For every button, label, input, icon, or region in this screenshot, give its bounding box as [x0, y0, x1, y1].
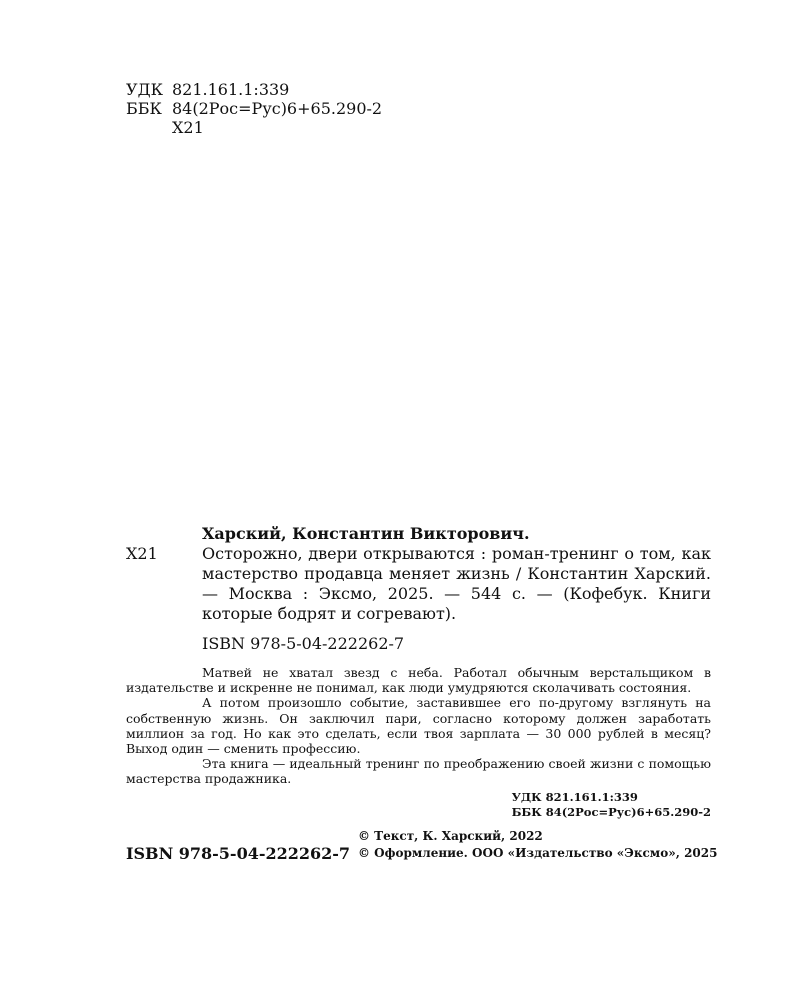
card-author: Харский, Константин Викторович. — [202, 524, 530, 543]
footer-isbn: ISBN 978-5-04-222262-7 — [126, 844, 351, 863]
copyright-block — [358, 828, 717, 862]
small-udk: УДК 821.161.1:339 — [511, 789, 638, 804]
bbk-row — [126, 99, 382, 118]
udk-value: 821.161.1:339 — [172, 80, 290, 99]
small-bbk: ББК 84(2Рос=Рус)6+65.290-2 — [511, 804, 711, 819]
annotation-paragraph: Матвей не хватал звезд с неба. Работал обычным верстальщиком в издательстве и искренне не понимал, как люди умудряются сколачивать состояния. — [126, 665, 711, 696]
card-entry — [126, 544, 711, 624]
annotation-paragraph: Эта книга — идеальный тренинг по преображению своей жизни с помощью мастерства продажника. — [126, 756, 711, 787]
bbk-value: 84(2Рос=Рус)6+65.290-2 — [172, 99, 383, 118]
small-codes — [126, 790, 711, 820]
author-code-row — [126, 118, 382, 137]
bbk-label: ББК — [126, 99, 162, 118]
top-classification-codes — [126, 80, 382, 137]
card-code: Х21 — [126, 544, 158, 563]
copyright-text: © Текст, К. Харский, 2022 — [358, 829, 543, 843]
catalog-card — [126, 524, 711, 820]
card-isbn: ISBN 978-5-04-222262-7 — [202, 634, 405, 653]
annotation-paragraph: А потом произошло событие, заставившее его по-другому взглянуть на собственную жизнь. Он заключил пари, согласно которому должен заработать миллион за год. Но как это сделать, если твоя зарплата — 30 000 рублей в месяц? Выход один — сменить профессию. — [126, 695, 711, 757]
author-code: Х21 — [172, 118, 204, 137]
annotation — [126, 665, 711, 787]
udk-label: УДК — [126, 80, 163, 99]
copyright-design: © Оформление. ООО «Издательство «Эксмо», 2025 — [358, 846, 718, 860]
card-description: Осторожно, двери открываются : роман-тренинг о том, как мастерство продавца меняет жизнь / Константин Харский. — Москва : Эксмо, 2025. — 544 с. — (Кофебук. Книги которые бодрят и согревают). — [202, 544, 711, 623]
udk-row — [126, 80, 382, 99]
